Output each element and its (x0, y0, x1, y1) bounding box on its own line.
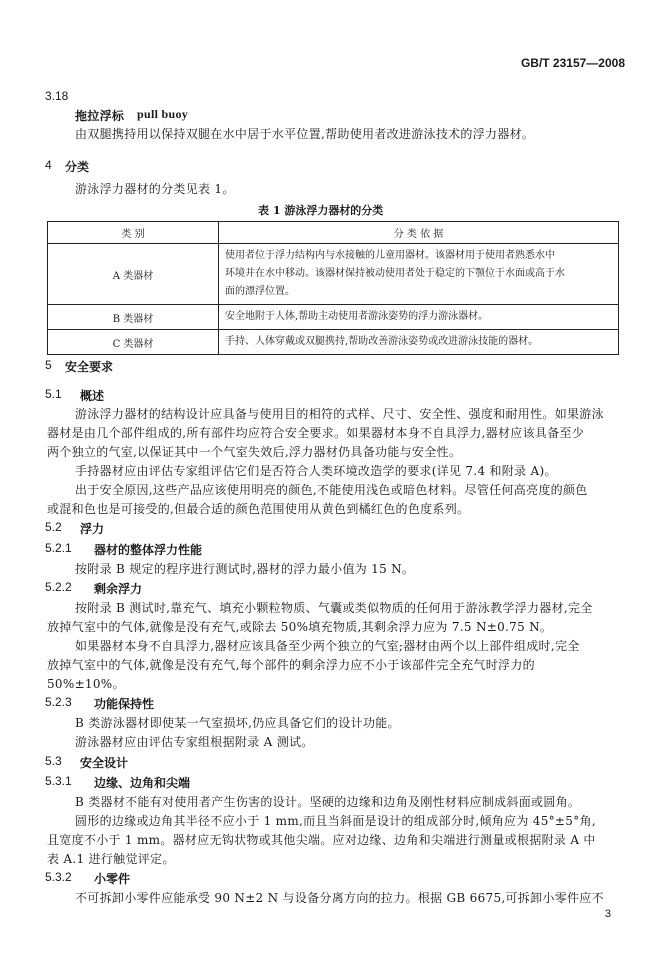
paragraph-line: 放掉气室中的气体,就像是没有充气,或除去 50%填充物质,其剩余浮力应为 7.5 N±0.75 N。 (47, 620, 553, 634)
clause-number: 5.3.1 (45, 774, 72, 788)
term-english: pull buoy (137, 107, 189, 121)
description-line: 手持、人体穿戴或双腿携持,帮助改善游泳姿势或改进游泳技能的器材。 (225, 336, 539, 347)
standard-number: GB/T 23157—2008 (520, 56, 625, 70)
clause-number: 5.2.1 (45, 541, 72, 555)
table-caption: 表 1 游泳浮力器材的分类 (258, 204, 384, 217)
paragraph-line: 不可拆卸小零件应能承受 90 N±2 N 与设备分离方向的拉力。根据 GB 6675,可拆卸小零件应不 (75, 891, 604, 905)
category-cell: A 类器材 (48, 244, 219, 305)
page-number: 3 (604, 908, 611, 920)
table-header-row (48, 222, 619, 244)
paragraph-line: 表 A.1 进行触觉评定。 (47, 852, 175, 866)
paragraph-line: 两个独立的气室,以保证其中一个气室失效后,浮力器材仍具备功能与安全性。 (47, 445, 462, 459)
column-header: 类 别 (48, 222, 219, 244)
clause-title: 浮力 (80, 522, 105, 536)
category-cell: C 类器材 (48, 330, 219, 355)
clause-number: 5.2.3 (45, 695, 72, 709)
paragraph-line: 游泳浮力器材的结构设计应具备与使用目的相符的式样、尺寸、安全性、强度和耐用性。如果游泳 (75, 407, 604, 421)
description-line: 安全地附于人体,帮助主动使用者游泳姿势的浮力游泳器材。 (225, 311, 489, 322)
term-chinese: 拖拉浮标 (75, 109, 125, 123)
paragraph-line: 如果器材本身不自具浮力,器材应该具备至少两个独立的气室;器材由两个以上部件组成时,完全 (75, 639, 580, 653)
clause-title: 器材的整体浮力性能 (94, 543, 203, 557)
clause-title: 小零件 (94, 872, 131, 886)
paragraph-line: 器材是由几个部件组成的,所有部件均应符合安全要求。如果器材本身不自具浮力,器材应该具备至少 (47, 426, 585, 440)
section-number: 5 (45, 358, 52, 372)
paragraph-line: 50%±10%。 (47, 677, 125, 691)
clause-title: 剩余浮力 (94, 582, 143, 596)
paragraph-line: 游泳器材应由评估专家组根据附录 A 测试。 (75, 735, 314, 749)
description-line: 使用者位于浮力结构内与水接触的儿童用器材。该器材用于使用者熟悉水中 (225, 250, 555, 261)
clause-number: 5.1 (45, 387, 62, 401)
table-row (48, 305, 619, 330)
paragraph-line: 按附录 B 测试时,靠充气、填充小颗粒物质、气囊或类似物质的任何用于游泳教学浮力器材,完全 (75, 601, 593, 615)
description-cell (219, 330, 619, 355)
paragraph-line: 且宽度不小于 1 mm。器材应无钩状物或其他尖端。应对边缘、边角和尖端进行测量或根据附录 A 中 (47, 833, 596, 847)
clause-number: 5.3.2 (45, 870, 72, 884)
section-title: 分类 (65, 160, 90, 174)
category-cell: B 类器材 (48, 305, 219, 330)
clause-title: 安全设计 (80, 756, 129, 770)
clause-number: 3.18 (45, 89, 69, 103)
paragraph: 游泳浮力器材的分类见表 1。 (75, 182, 235, 196)
paragraph-line: 圆形的边缘或边角其半径不应小于 1 mm,而且当斜面是设计的组成部分时,倾角应为 45°±5°角, (75, 814, 596, 828)
description-cell (219, 305, 619, 330)
term-definition: 由双腿携持用以保持双腿在水中居于水平位置,帮助使用者改进游泳技术的浮力器材。 (75, 127, 535, 141)
clause-number: 5.2.2 (45, 580, 72, 594)
column-header: 分 类 依 据 (219, 222, 619, 244)
section-number: 4 (45, 158, 52, 172)
clause-number: 5.2 (45, 520, 62, 534)
clause-title: 概述 (80, 389, 105, 403)
paragraph-line: B 类游泳器材即使某一气室损坏,仍应具备它们的设计功能。 (75, 716, 400, 730)
classification-table (47, 221, 619, 355)
description-cell (219, 244, 619, 305)
paragraph-line: 按附录 B 规定的程序进行测试时,器材的浮力最小值为 15 N。 (75, 562, 415, 576)
clause-number: 5.3 (45, 754, 62, 768)
table-row (48, 244, 619, 305)
paragraph-line: 或混和色也是可接受的,但最合适的颜色范围使用从黄色到橘红色的色度系列。 (47, 502, 470, 516)
section-title: 安全要求 (65, 360, 114, 374)
paragraph-line: 出于安全原因,这些产品应该使用明亮的颜色,不能使用浅色或暗色材料。尽管任何高亮度的颜色 (75, 483, 588, 497)
paragraph-line: 放掉气室中的气体,就像是没有充气,每个部件的剩余浮力应不小于该部件完全充气时浮力的 (47, 658, 535, 672)
clause-title: 边缘、边角和尖端 (94, 776, 191, 790)
description-line: 环境并在水中移动。该器材保持被动使用者处于稳定的下颚位于水面或高于水 (225, 268, 565, 279)
description-line: 面的漂浮位置。 (225, 286, 295, 297)
table-row (48, 330, 619, 355)
paragraph-line: B 类器材不能有对使用者产生伤害的设计。坚硬的边缘和边角及刚性材料应制成斜面或圆角。 (75, 795, 581, 809)
clause-title: 功能保持性 (94, 697, 155, 711)
paragraph-line: 手持器材应由评估专家组评估它们是否符合人类环境改造学的要求(详见 7.4 和附录 A)。 (75, 464, 557, 478)
